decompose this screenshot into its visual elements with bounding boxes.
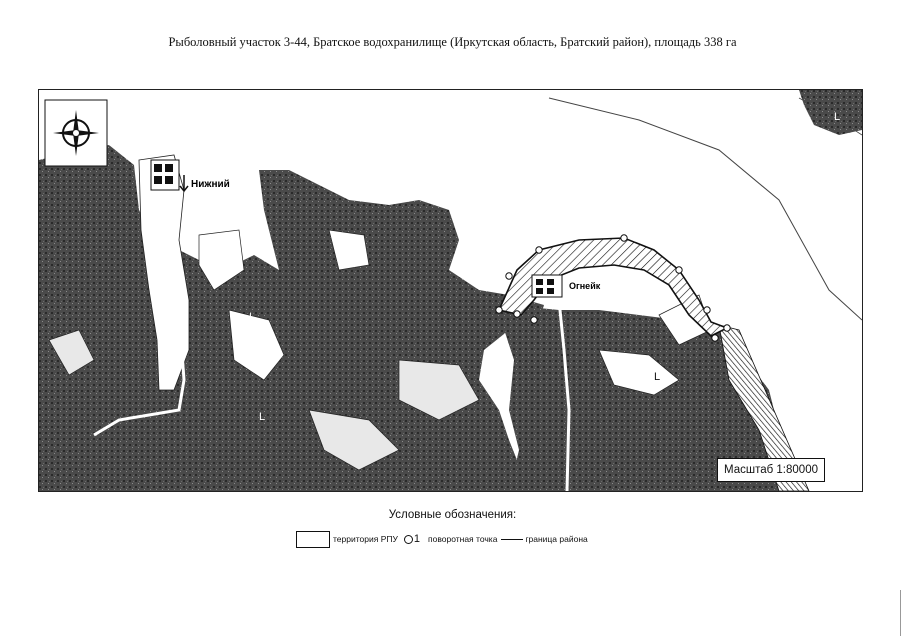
land-symbol: L	[259, 411, 266, 423]
compass-rose-icon	[45, 100, 107, 166]
land-west	[39, 145, 544, 491]
legend	[296, 529, 588, 549]
legend-area-label: территория РПУ	[333, 534, 398, 544]
village-1-label: Нижний	[191, 179, 230, 190]
legend-point-label: поворотная точка	[428, 534, 498, 544]
map-canvas	[39, 90, 862, 491]
page-title: Рыболовный участок 3-44, Братское водохранилище (Иркутская область, Братский район), площадь 338 га	[168, 35, 737, 49]
land-northeast	[799, 90, 862, 135]
land-symbol: L	[339, 251, 346, 263]
legend-line-swatch	[501, 539, 523, 540]
legend-title: Условные обозначения:	[388, 509, 517, 521]
legend-area-swatch	[296, 531, 330, 548]
scale-label: Масштаб 1:80000	[717, 458, 825, 482]
legend-line-label: граница района	[525, 534, 588, 544]
village-2-block	[532, 275, 562, 297]
village-2-label: Огнейк	[569, 281, 601, 291]
legend-point-number: 1	[413, 533, 420, 545]
point-circle-icon	[404, 535, 413, 544]
map-frame	[38, 89, 863, 492]
page-edge-mark	[900, 590, 901, 636]
land-symbol: L	[249, 311, 256, 323]
legend-point	[404, 533, 428, 545]
land-symbol: L	[654, 371, 661, 383]
land-symbol: L	[834, 111, 841, 123]
